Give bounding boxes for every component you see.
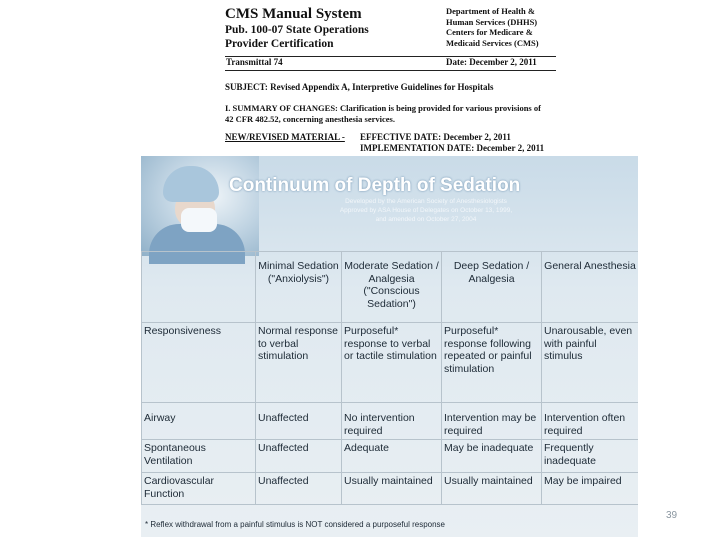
slide-title: Continuum of Depth of Sedation [229, 175, 521, 196]
table-footnote: * Reflex withdrawal from a painful stimulus is NOT considered a purposeful response [145, 520, 445, 529]
cms-department [446, 6, 558, 48]
table-cell: Unarousable, even with painful stimulus [542, 323, 639, 403]
row-label: Spontaneous Ventilation [142, 440, 256, 473]
subject-line: SUBJECT: Revised Appendix A, Interpretive Guidelines for Hospitals [225, 82, 494, 92]
divider [225, 70, 556, 71]
dates-block [360, 132, 544, 154]
dept-line: Medicaid Services (CMS) [446, 37, 539, 48]
table-row [142, 440, 639, 473]
sedation-slide [141, 156, 638, 537]
dept-line: Human Services (DHHS) [446, 16, 538, 27]
subtitle-line: Developed by the American Society of Anesthesiologists [345, 198, 507, 205]
header-cell: Deep Sedation / Analgesia [442, 252, 542, 323]
table-row [142, 403, 639, 440]
cms-date: Date: December 2, 2011 [446, 57, 537, 67]
page-number: 39 [666, 510, 678, 521]
table-cell: Unaffected [256, 473, 342, 505]
table-row [142, 473, 639, 505]
table-cell: Intervention often required [542, 403, 639, 440]
row-label: Airway [142, 403, 256, 440]
table-cell: Frequently inadequate [542, 440, 639, 473]
cms-title-block [225, 6, 430, 51]
transmittal: Transmittal 74 [226, 57, 283, 67]
table-cell: Unaffected [256, 440, 342, 473]
cms-document [222, 2, 558, 152]
subtitle-line: and amended on October 27, 2004 [375, 216, 477, 223]
surgical-cap-shape [163, 166, 219, 202]
subtitle-line: Approved by ASA House of Delegates on October 13, 1999, [339, 207, 513, 214]
table-cell: Unaffected [256, 403, 342, 440]
row-label: Cardiovascular Function [142, 473, 256, 505]
table-cell: Purposeful* response following repeated or painful stimulation [442, 323, 542, 403]
summary-of-changes [225, 103, 561, 125]
table-cell: Normal response to verbal stimulation [256, 323, 342, 403]
new-revised-material: NEW/REVISED MATERIAL - [225, 132, 345, 142]
cms-cert-title: Provider Certification [225, 38, 334, 50]
effective-date: EFFECTIVE DATE: December 2, 2011 [360, 132, 511, 142]
dept-line: Department of Health & [446, 6, 535, 16]
header-cell: Moderate Sedation / Analgesia ("Conscious Sedation") [342, 252, 442, 323]
table-cell: Usually maintained [442, 473, 542, 505]
table-header-row [142, 252, 639, 323]
header-cell: Minimal Sedation ("Anxiolysis") [256, 252, 342, 323]
table-cell: Intervention may be required [442, 403, 542, 440]
slide-subtitle [306, 197, 546, 224]
table-cell: No intervention required [342, 403, 442, 440]
table-cell: May be inadequate [442, 440, 542, 473]
table-cell: Adequate [342, 440, 442, 473]
table-cell: May be impaired [542, 473, 639, 505]
table-cell: Usually maintained [342, 473, 442, 505]
table-row [142, 323, 639, 403]
dept-line: Centers for Medicare & [446, 27, 533, 37]
sedation-table [141, 251, 638, 505]
implementation-date: IMPLEMENTATION DATE: December 2, 2011 [360, 143, 545, 153]
cms-pub-title: Pub. 100-07 State Operations [225, 24, 369, 36]
surgical-mask-shape [181, 208, 217, 232]
table-cell: Purposeful* response to verbal or tactile stimulation [342, 323, 442, 403]
summary-line: I. SUMMARY OF CHANGES: Clarification is being provided for various provisions of [225, 103, 541, 113]
summary-line: 42 CFR 482.52, concerning anesthesia services. [225, 114, 395, 124]
header-cell: General Anesthesia [542, 252, 639, 323]
cms-system-title: CMS Manual System [225, 6, 362, 22]
row-label: Responsiveness [142, 323, 256, 403]
surgeon-image [141, 156, 259, 256]
header-cell [142, 252, 256, 323]
